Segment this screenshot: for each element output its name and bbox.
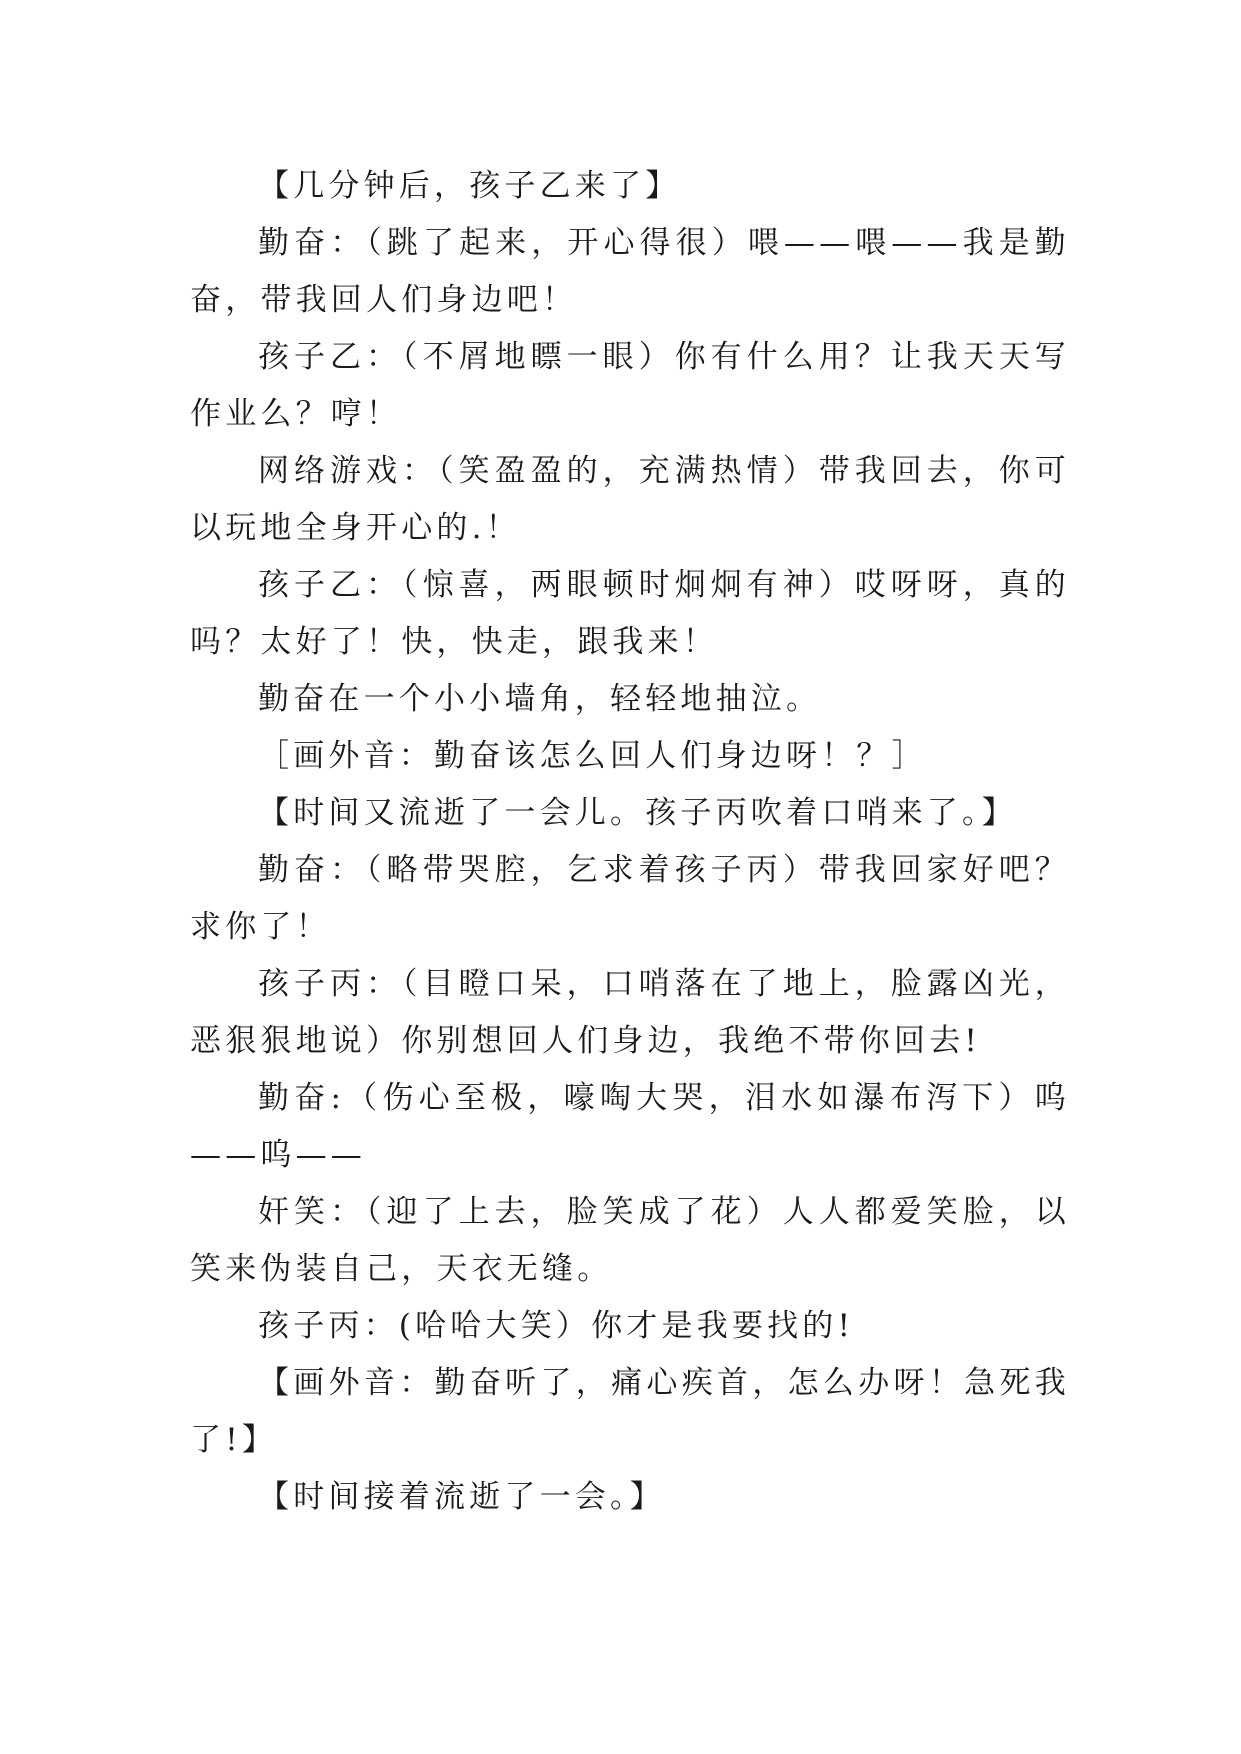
dialogue-line: 勤奋:（伤心至极，嚎啕大哭，泪水如瀑布泻下）呜——呜—— bbox=[190, 1080, 1070, 1173]
voice-over: 【画外音：勤奋听了，痛心疾首，怎么办呀！急死我了!】 bbox=[190, 1365, 1070, 1458]
dialogue-line: 孩子乙：（不屑地瞟一眼）你有什么用？让我天天写作业么？哼！ bbox=[190, 339, 1070, 432]
script-text bbox=[190, 158, 1070, 1526]
narration-line: 勤奋在一个小小墙角，轻轻地抽泣。 bbox=[258, 681, 822, 717]
voice-over: ［画外音：勤奋该怎么回人们身边呀！？］ bbox=[258, 738, 927, 774]
stage-direction: 【时间又流逝了一会儿。孩子丙吹着口哨来了。】 bbox=[258, 795, 1017, 831]
stage-direction: 【时间接着流逝了一会。】 bbox=[258, 1479, 665, 1515]
dialogue-line: 奸笑：（迎了上去，脸笑成了花）人人都爱笑脸，以笑来伪装自己，天衣无缝。 bbox=[190, 1194, 1070, 1287]
stage-direction: 【几分钟后，孩子乙来了】 bbox=[258, 168, 681, 204]
dialogue-line: 勤奋：（跳了起来，开心得很）喂——喂——我是勤奋，带我回人们身边吧！ bbox=[190, 225, 1070, 318]
dialogue-line: 网络游戏：（笑盈盈的，充满热情）带我回去，你可以玩地全身开心的.！ bbox=[190, 453, 1070, 546]
dialogue-line: 孩子丙：（目瞪口呆，口哨落在了地上，脸露凶光，恶狠狠地说）你别想回人们身边，我绝不带你回去! bbox=[190, 966, 1070, 1059]
dialogue-line: 孩子丙：(哈哈大笑）你才是我要找的! bbox=[258, 1308, 855, 1344]
dialogue-line: 勤奋：（略带哭腔，乞求着孩子丙）带我回家好吧？求你了！ bbox=[190, 852, 1070, 945]
dialogue-line: 孩子乙：（惊喜，两眼顿时炯炯有神）哎呀呀，真的吗？太好了！快，快走，跟我来！ bbox=[190, 567, 1070, 660]
